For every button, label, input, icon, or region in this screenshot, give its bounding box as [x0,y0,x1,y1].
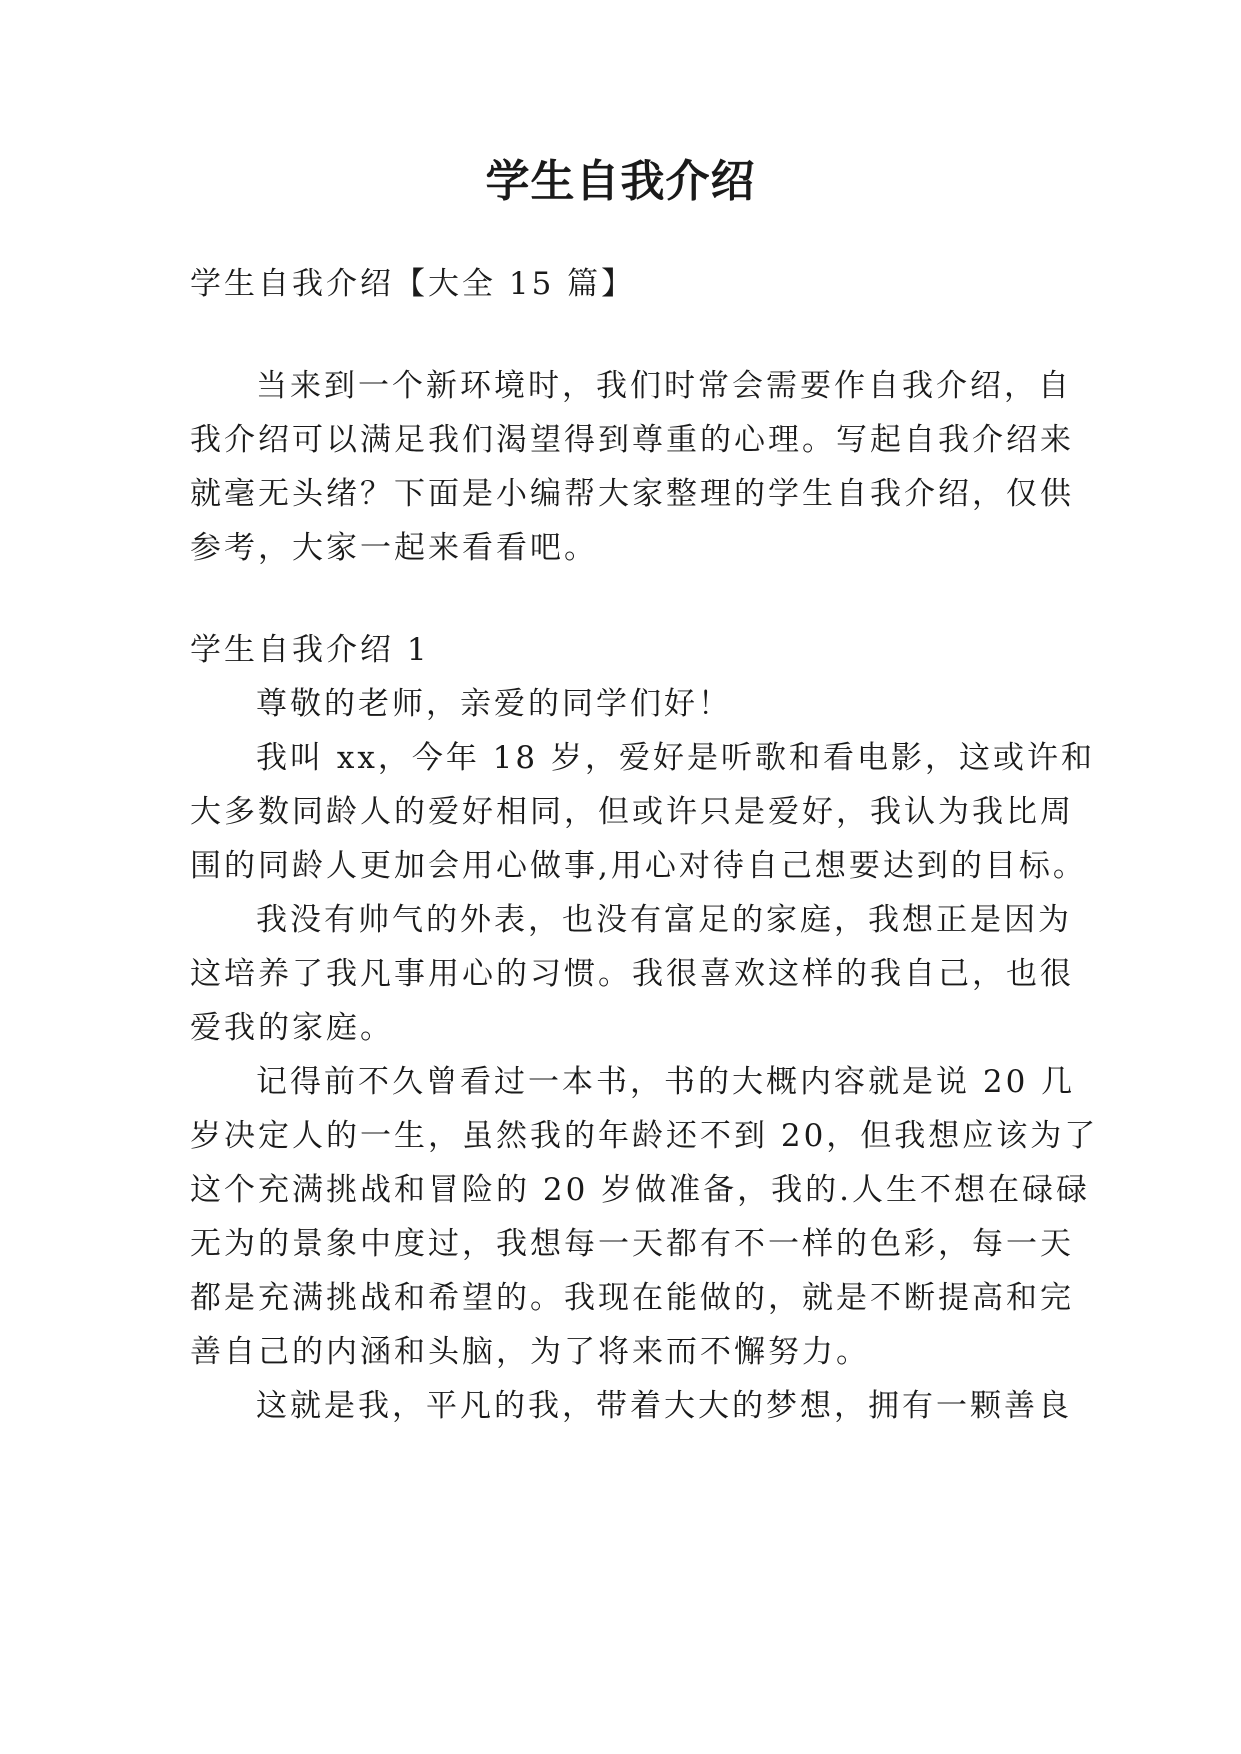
paragraph3-line: 都是充满挑战和希望的。我现在能做的，就是不断提高和完 [190,1280,1074,1316]
paragraph1-line: 我叫 xx，今年 18 岁，爱好是听歌和看电影，这或许和 [256,740,1095,776]
intro-line: 我介绍可以满足我们渴望得到尊重的心理。写起自我介绍来 [190,422,1074,458]
intro-line: 就毫无头绪？下面是小编帮大家整理的学生自我介绍，仅供 [190,476,1074,512]
paragraph3-line: 善自己的内涵和头脑，为了将来而不懈努力。 [190,1334,870,1370]
paragraph3-line: 岁决定人的一生，虽然我的年龄还不到 20，但我想应该为了 [190,1118,1099,1154]
paragraph2-line: 我没有帅气的外表，也没有富足的家庭，我想正是因为 [256,902,1072,938]
greeting-line: 尊敬的老师，亲爱的同学们好！ [256,686,732,722]
document-subtitle: 学生自我介绍【大全 15 篇】 [190,266,636,302]
paragraph1-line: 大多数同龄人的爱好相同，但或许只是爱好，我认为我比周 [190,794,1074,830]
paragraph3-line: 无为的景象中度过，我想每一天都有不一样的色彩，每一天 [190,1226,1074,1262]
paragraph1-line: 围的同龄人更加会用心做事,用心对待自己想要达到的目标。 [190,848,1087,884]
paragraph2-line: 爱我的家庭。 [190,1010,394,1046]
paragraph3-line: 这个充满挑战和冒险的 20 岁做准备，我的.人生不想在碌碌 [190,1172,1091,1208]
paragraph2-line: 这培养了我凡事用心的习惯。我很喜欢这样的我自己，也很 [190,956,1074,992]
paragraph3-line: 记得前不久曾看过一本书，书的大概内容就是说 20 几 [256,1064,1076,1100]
section-heading: 学生自我介绍 1 [190,632,430,668]
document-title: 学生自我介绍 [485,156,756,207]
intro-line: 参考，大家一起来看看吧。 [190,530,598,566]
paragraph4-line: 这就是我，平凡的我，带着大大的梦想，拥有一颗善良 [256,1388,1072,1424]
intro-line: 当来到一个新环境时，我们时常会需要作自我介绍，自 [256,368,1072,404]
